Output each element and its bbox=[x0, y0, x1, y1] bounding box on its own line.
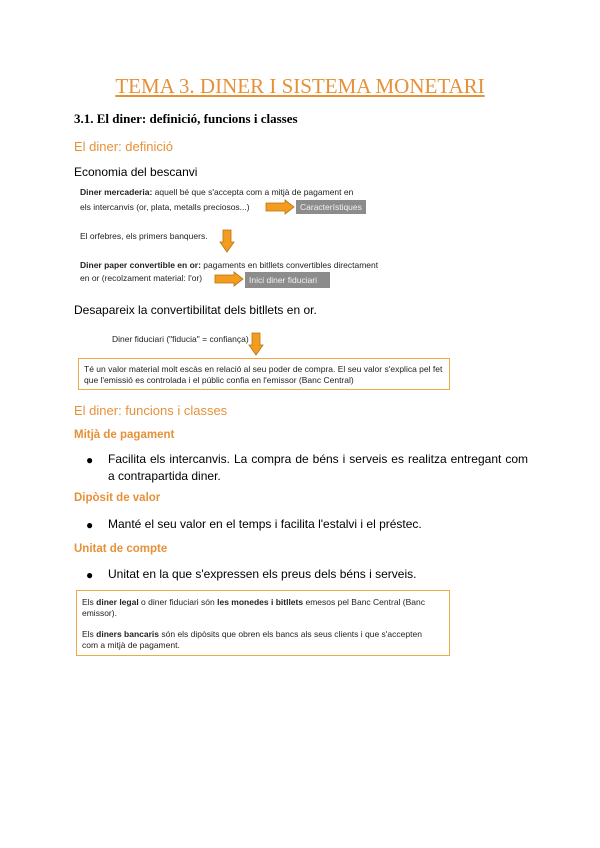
section-heading: 3.1. El diner: definició, funcions i classes bbox=[74, 111, 298, 126]
page-title: TEMA 3. DINER I SISTEMA MONETARI bbox=[115, 74, 485, 98]
function-heading: Mitjà de pagament bbox=[74, 429, 175, 441]
function-text: Manté el seu valor en el temps i facilita l'estalvi i el préstec. bbox=[108, 517, 422, 531]
barter-economy-text: Economia del bescanvi bbox=[74, 165, 198, 179]
bullet-dot: ● bbox=[86, 453, 94, 467]
fiat-money-box bbox=[78, 358, 450, 390]
money-types-box bbox=[76, 590, 450, 656]
convertibility-text: Desapareix la convertibilitat dels bitllets en or. bbox=[74, 303, 317, 317]
characteristics-box: Característiques bbox=[296, 200, 366, 214]
bank-money-line1: Els diners bancaris són els dipòsits que obren els bancs als seus clients i que s'accepten bbox=[82, 629, 422, 639]
bullet-dot: ● bbox=[86, 518, 94, 532]
function-text: Facilita els intercanvis. La compra de béns i serveis es realitza entregant com a contrapartida diner. bbox=[108, 452, 528, 483]
convertible-paper-line1: Diner paper convertible en or: pagaments en bitllets convertibles directament bbox=[80, 260, 379, 270]
function-heading: Dipòsit de valor bbox=[74, 492, 161, 504]
fiat-start-box: Inici diner fiduciari bbox=[245, 272, 330, 288]
commodity-money-line1: Diner mercaderia: aquell bé que s'accepta com a mitjà de pagament en bbox=[80, 187, 354, 197]
function-heading: Unitat de compte bbox=[74, 543, 168, 555]
bullet-dot: ● bbox=[86, 568, 94, 582]
right-arrow-icon bbox=[265, 199, 295, 215]
legal-money-line1: Els diner legal o diner fiduciari són les monedes i bitllets emesos pel Banc Central (Banc bbox=[82, 597, 426, 607]
goldsmiths-text: El orfebres, els primers banquers. bbox=[80, 231, 208, 241]
subheading-functions: El diner: funcions i classes bbox=[74, 403, 228, 418]
fiat-money-label: Diner fiduciari ("fiducia" = confiança) bbox=[112, 334, 249, 344]
commodity-money-line2: els intercanvis (or, plata, metalls preciosos...) bbox=[80, 202, 250, 212]
down-arrow-icon bbox=[219, 229, 235, 253]
fiat-box-line2: que l'emissió es controlada i el públic confia en l'emissor (Banc Central) bbox=[84, 375, 354, 385]
down-arrow-icon bbox=[248, 332, 264, 356]
subheading-definition: El diner: definició bbox=[74, 139, 173, 154]
legal-money-line2: emissor). bbox=[82, 608, 117, 618]
convertible-paper-line2: en or (recolzament material: l'or) bbox=[80, 273, 203, 283]
right-arrow-icon bbox=[214, 271, 244, 287]
function-text: Unitat en la que s'expressen els preus dels béns i serveis. bbox=[108, 567, 417, 581]
fiat-box-line1: Té un valor material molt escàs en relació al seu poder de compra. El seu valor s'explica pel fet bbox=[84, 364, 443, 374]
bank-money-line2: com a mitjà de pagament. bbox=[82, 640, 180, 650]
